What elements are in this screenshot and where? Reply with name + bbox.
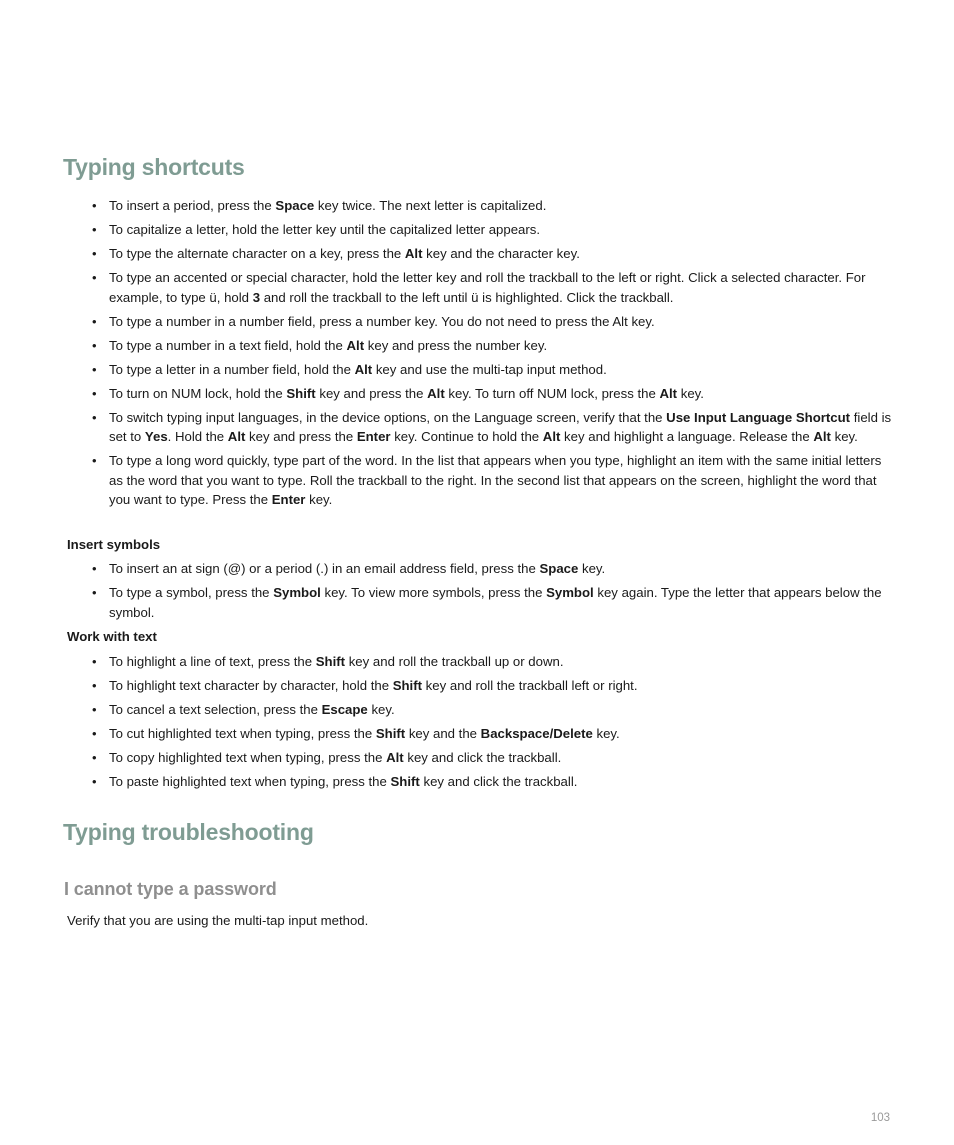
key-name: Shift [286,385,316,401]
text-run: To type a number in a number field, press a number key. You do not need to press the Alt key. [109,313,655,329]
text-run: To type a letter in a number field, hold the [109,361,355,377]
list-item [92,408,892,447]
key-name: Symbol [273,585,321,600]
list-item [92,772,892,792]
text-run: To type a symbol, press the [109,585,274,600]
text-run: key. [305,492,333,507]
text-run: key. [830,429,858,444]
text-run: To highlight text character by character, hold the [109,678,393,693]
list-item [92,724,892,744]
text-run: key. To turn off NUM lock, press the [444,385,660,401]
text-run: To type a number in a text field, hold the [109,337,347,353]
text-run: To type the alternate character on a key, press the [109,246,405,261]
text-run: and roll the trackball to the left until ü is highlighted. Click the trackball. [260,289,674,305]
text-run: key. Continue to hold the [390,429,543,444]
text-run: To copy highlighted text when typing, press the [109,750,387,765]
text-run: To turn on NUM lock, hold the [109,385,287,401]
key-name: Alt [427,385,445,401]
typing-shortcuts-list [92,196,892,514]
list-item [92,220,892,240]
key-name: Alt [542,429,561,444]
list-item [92,700,892,720]
list-item [92,652,892,672]
list-item [92,748,892,768]
text-run: key. [578,561,606,576]
text-run: . Hold the [167,429,228,444]
list-item [92,360,892,380]
key-name: Alt [346,337,365,353]
work-with-text-list [92,652,892,796]
text-run: key. To view more symbols, press the [320,585,547,600]
text-run: To highlight a line of text, press the [109,654,316,669]
text-run: key again. Type the letter that appears below the symbol. [109,585,882,620]
list-item [92,451,892,510]
key-name: Alt [227,429,246,444]
list-item [92,676,892,696]
list-item [92,336,892,356]
key-name: Enter [271,492,306,507]
text-run: key and highlight a language. Release the [560,429,814,444]
text-run: key and press the [315,385,428,401]
text-run: To type an accented or special character, hold the letter key and roll the trackball to the left or right. Click a selected character. For example, to type ü, hold [109,270,866,305]
key-name: Use Input Language Shortcut [666,409,851,425]
text-run: To switch typing input languages, in the device options, on the Language screen, verify that the [109,409,667,425]
insert-symbols-list [92,559,892,627]
subtitle-cannot-type-password: I cannot type a password [64,879,277,899]
list-item [92,384,892,404]
key-name: Space [275,198,315,213]
subheading-work-with-text: Work with text [67,629,157,644]
list-item [92,559,892,579]
list-item [92,196,892,216]
text-run: key twice. The next letter is capitalized. [314,198,547,213]
key-name: Backspace/Delete [480,726,593,741]
section-title-typing-troubleshooting: Typing troubleshooting [63,819,314,845]
key-name: Alt [813,429,831,444]
troubleshooting-body-text: Verify that you are using the multi-tap input method. [67,913,369,928]
list-item [92,244,892,264]
subheading-insert-symbols: Insert symbols [67,537,161,552]
key-name: Shift [392,678,423,693]
list-item [92,312,892,332]
section-title-typing-shortcuts: Typing shortcuts [63,154,245,180]
text-run: key and roll the trackball left or right. [422,678,638,693]
text-run: key. [367,702,395,717]
page-number: 103 [870,1112,890,1124]
text-run: To insert an at sign (@) or a period (.) in an email address field, press the [109,561,540,576]
text-run: key and roll the trackball up or down. [345,654,564,669]
text-run: key and the character key. [422,246,580,261]
text-run: To insert a period, press the [109,198,276,213]
text-run: key and press the [245,429,357,444]
text-run: To paste highlighted text when typing, press the [109,774,391,789]
text-run: To cut highlighted text when typing, press the [109,726,376,741]
text-run: To type a long word quickly, type part of the word. In the list that appears when you type, highlight an item with the same initial letters as the word that you want to type. Roll the trackball to the right. In the second list that appears on the screen, highlight the word that you want to type. Press the [109,453,882,507]
key-name: Shift [315,654,346,669]
key-name: Space [539,561,579,576]
text-run: To cancel a text selection, press the [109,702,322,717]
text-run: key and the [405,726,481,741]
key-name: Alt [659,385,678,401]
key-name: Yes [144,429,168,444]
text-run: key and click the trackball. [403,750,562,765]
text-run: key. [677,385,704,401]
text-run: key and use the multi-tap input method. [372,361,607,377]
key-name: Escape [321,702,368,717]
text-run: key and press the number key. [364,337,548,353]
key-name: Alt [354,361,373,377]
key-name: Alt [386,750,404,765]
key-name: Enter [356,429,391,444]
key-name: Shift [390,774,420,789]
key-name: Symbol [546,585,594,600]
text-run: To capitalize a letter, hold the letter key until the capitalized letter appears. [109,222,541,237]
list-item [92,268,892,307]
text-run: key. [592,726,620,741]
text-run: key and click the trackball. [419,774,578,789]
key-name: 3 [252,289,261,305]
key-name: Shift [375,726,406,741]
list-item [92,583,892,622]
text-run: field is set to [109,409,892,444]
key-name: Alt [404,246,423,261]
